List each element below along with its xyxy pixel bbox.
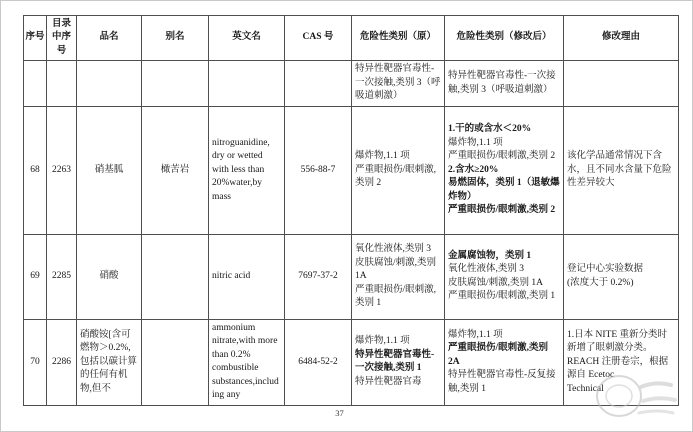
table-cell-row-continuation-c3: [142, 61, 209, 106]
table-cell-row-68-c7: [445, 106, 564, 234]
cell-line: 2.含水≥20%: [448, 164, 499, 175]
cell-line: 特异性靶器官毒性-一次接触,类别 3（呼吸道刺激）: [355, 64, 441, 102]
cell-line: ammonium nitrate,with more than 0.2% combustible substances,including any: [212, 322, 279, 401]
cell-line: 氧化性液体,类别 3: [355, 244, 432, 255]
row-68: [24, 106, 679, 234]
cell-line: 7697-37-2: [298, 271, 338, 282]
cell-line: 556-88-7: [300, 164, 336, 175]
column-header-4: 英文名: [209, 16, 285, 61]
catalog-table: [23, 15, 679, 406]
column-header-6: 危险性类别（原）: [352, 16, 445, 61]
table-cell-row-69-c2: [77, 234, 142, 319]
cell-line: Technical: [567, 383, 604, 394]
table-cell-row-70-c6: [352, 319, 445, 405]
table-cell-row-69-c5: [285, 234, 352, 319]
cell-line: 特异性靶器官毒: [355, 376, 422, 387]
cell-line: 严重眼损伤/眼刺激,类别 1: [355, 284, 437, 309]
cell-line: 登记中心实验数据: [567, 264, 644, 275]
column-header-2: 品名: [77, 16, 142, 61]
cell-line: nitric acid: [212, 271, 251, 282]
cell-line: 1.干的或含水＜20%: [448, 124, 532, 135]
cell-line: 皮肤腐蚀/刺激,类别 1A: [355, 257, 437, 282]
cell-line: 2285: [52, 271, 71, 282]
table-cell-row-69-c8: [564, 234, 679, 319]
table-cell-row-continuation-c7: [445, 61, 564, 106]
table-cell-row-70-c0: [24, 319, 47, 405]
row-continuation: [24, 61, 679, 106]
table-cell-row-70-c3: [142, 319, 209, 405]
table-cell-row-continuation-c2: [77, 61, 142, 106]
table-cell-row-70-c8: [564, 319, 679, 405]
cell-line: 严重眼损伤/眼刺激,类别 2: [448, 205, 556, 216]
cell-line: 爆炸物,1.1 项: [448, 137, 503, 148]
column-header-0: 序号: [24, 16, 47, 61]
table-cell-row-70-c5: [285, 319, 352, 405]
cell-line: 2263: [52, 164, 71, 175]
cell-line: 皮肤腐蚀/刺激,类别 1A: [448, 277, 544, 288]
column-header-5: CAS 号: [285, 16, 352, 61]
cell-line: 爆炸物,1.1 项: [355, 336, 410, 347]
table-cell-row-70-c4: [209, 319, 285, 405]
cell-line: 6484-52-2: [298, 356, 338, 367]
table-cell-row-68-c3: [142, 106, 209, 234]
table-cell-row-continuation-c4: [209, 61, 285, 106]
table-cell-row-68-c0: [24, 106, 47, 234]
page-number: 37: [335, 408, 344, 418]
cell-line: 严重眼损伤/眼刺激,类别 2: [448, 151, 556, 162]
column-header-7: 危险性类别（修改后）: [445, 16, 564, 61]
cell-line: 严重眼损伤/眼刺激,类别 1: [448, 291, 556, 302]
table-cell-row-68-c8: [564, 106, 679, 234]
cell-line: 金属腐蚀物，类别 1: [448, 250, 532, 261]
table-cell-row-continuation-c8: [564, 61, 679, 106]
cell-line: 氧化性液体,类别 3: [448, 264, 525, 275]
column-header-8: 修改理由: [564, 16, 679, 61]
table-cell-row-69-c3: [142, 234, 209, 319]
table-cell-row-68-c4: [209, 106, 285, 234]
cell-line: 易燃固体，类别 1（退敏爆炸物）: [448, 178, 560, 202]
table-cell-row-68-c1: [47, 106, 77, 234]
table-header: [24, 16, 679, 61]
cell-line: 橄苦岩: [160, 164, 190, 175]
table-cell-row-continuation-c0: [24, 61, 47, 106]
table-body: [24, 61, 679, 405]
column-header-3: 别名: [142, 16, 209, 61]
cell-line: 严重眼损伤/眼刺激,类别 2A: [448, 343, 549, 367]
cell-line: 68: [30, 164, 40, 175]
cell-line: 硝基胍: [94, 164, 124, 175]
cell-line: 严重眼损伤/眼刺激,类别 2: [355, 164, 437, 189]
table-cell-row-69-c4: [209, 234, 285, 319]
table-cell-row-continuation-c6: [352, 61, 445, 106]
cell-line: (浓度大于 0.2%): [567, 277, 634, 288]
header-row: [24, 16, 679, 61]
table-cell-row-69-c6: [352, 234, 445, 319]
table-cell-row-68-c5: [285, 106, 352, 234]
table-cell-row-69-c0: [24, 234, 47, 319]
table-cell-row-continuation-c1: [47, 61, 77, 106]
table-cell-row-70-c7: [445, 319, 564, 405]
column-header-1: 目录中序号: [47, 16, 77, 61]
cell-line: 特异性靶器官毒性-反复接触,类别 1: [448, 370, 556, 394]
table-cell-row-69-c1: [47, 234, 77, 319]
cell-line: nitroguanidine, dry or wetted with less than 20%water,by mass: [212, 137, 270, 202]
cell-line: 硝酸: [99, 271, 119, 282]
table-cell-row-continuation-c5: [285, 61, 352, 106]
cell-line: 69: [30, 271, 40, 282]
table-cell-row-70-c2: [77, 319, 142, 405]
row-69: [24, 234, 679, 319]
cell-line: 70: [30, 356, 40, 367]
table-cell-row-68-c2: [77, 106, 142, 234]
cell-line: 1.日本 NITE 重新分类时新增了眼刺激分类。REACH 注册卷宗，根据源自 Ecetoc: [567, 329, 669, 381]
cell-line: 特异性靶器官毒性-一次接触,类别 1: [355, 349, 435, 374]
cell-line: 爆炸物,1.1 项: [355, 151, 410, 162]
cell-line: 爆炸物,1.1 项: [448, 329, 503, 340]
cell-line: 该化学品通常情况下含水，且不同水含量下危险性差异较大: [567, 151, 672, 189]
table-cell-row-69-c7: [445, 234, 564, 319]
row-70: [24, 319, 679, 405]
cell-line: 特异性靶器官毒性-一次接触,类别 3（呼吸道刺激）: [448, 71, 556, 95]
table-cell-row-68-c6: [352, 106, 445, 234]
cell-line: 硝酸铵[含可燃物＞0.2%,包括以碳计算的任何有机物,但不: [80, 329, 138, 394]
cell-line: 2286: [52, 356, 71, 367]
table-cell-row-70-c1: [47, 319, 77, 405]
